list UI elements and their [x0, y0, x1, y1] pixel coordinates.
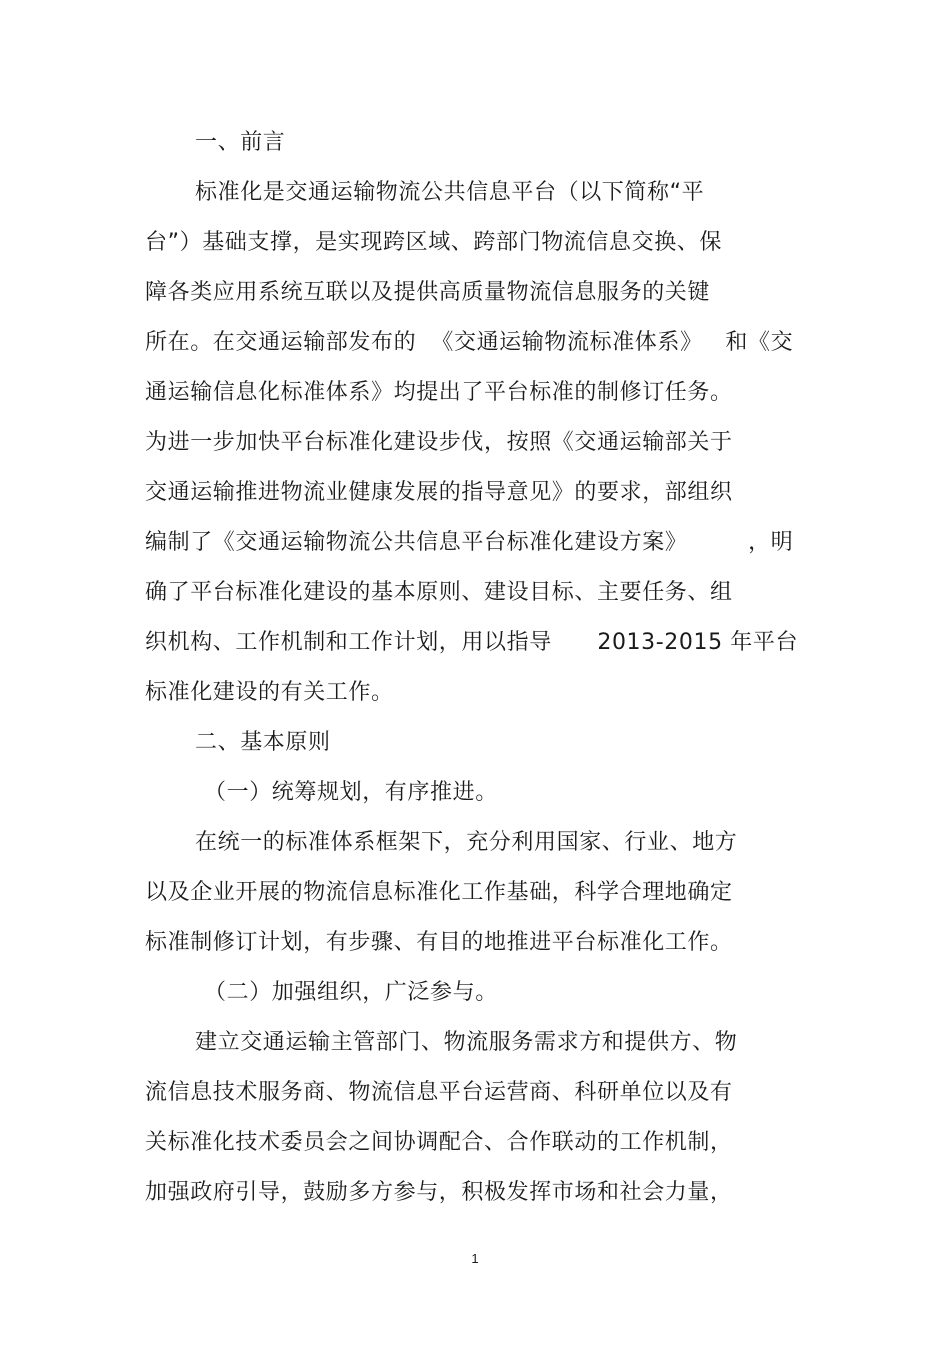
page-number: 1: [471, 1251, 479, 1266]
paragraph-line: 建立交通运输主管部门、物流服务需求方和提供方、物: [195, 1030, 738, 1055]
subsection-heading: （一）统筹规划，有序推进。: [204, 780, 498, 805]
paragraph-line: 标准化建设的有关工作。: [145, 680, 394, 705]
paragraph-line: 加强政府引导，鼓励多方参与，积极发挥市场和社会力量，: [145, 1180, 733, 1205]
paragraph-line: 台”）基础支撑，是实现跨区域、跨部门物流信息交换、保: [145, 230, 722, 255]
paragraph-line: 在统一的标准体系框架下，充分利用国家、行业、地方: [195, 830, 738, 855]
paragraph-line: 障各类应用系统互联以及提供高质量物流信息服务的关键: [145, 280, 711, 305]
paragraph-line: 标准制修订计划，有步骤、有目的地推进平台标准化工作。: [145, 930, 733, 955]
paragraph-line: 以及企业开展的物流信息标准化工作基础，科学合理地确定: [145, 880, 733, 905]
paragraph-line: 所在。在交通运输部发布的 《交通运输物流标准体系》 和《交: [145, 330, 794, 355]
paragraph-line: 编制了《交通运输物流公共信息平台标准化建设方案》 ，明: [145, 530, 794, 555]
paragraph-line: 标准化是交通运输物流公共信息平台（以下简称“平: [195, 180, 705, 205]
paragraph-line: 为进一步加快平台标准化建设步伐，按照《交通运输部关于: [145, 430, 733, 455]
paragraph-line: 通运输信息化标准体系》均提出了平台标准的制修订任务。: [145, 380, 733, 405]
paragraph-line: 交通运输推进物流业健康发展的指导意见》的要求，部组织: [145, 480, 733, 505]
paragraph-line: 关标准化技术委员会之间协调配合、合作联动的工作机制，: [145, 1130, 733, 1155]
paragraph-line: 织机构、工作机制和工作计划，用以指导 2013-2015 年平台: [145, 630, 799, 655]
paragraph-line: 确了平台标准化建设的基本原则、建设目标、主要任务、组: [145, 580, 733, 605]
subsection-heading: （二）加强组织，广泛参与。: [204, 980, 498, 1005]
section-heading-principles: 二、基本原则: [195, 730, 331, 755]
section-heading-foreword: 一、前言: [195, 130, 286, 155]
paragraph-line: 流信息技术服务商、物流信息平台运营商、科研单位以及有: [145, 1080, 733, 1105]
